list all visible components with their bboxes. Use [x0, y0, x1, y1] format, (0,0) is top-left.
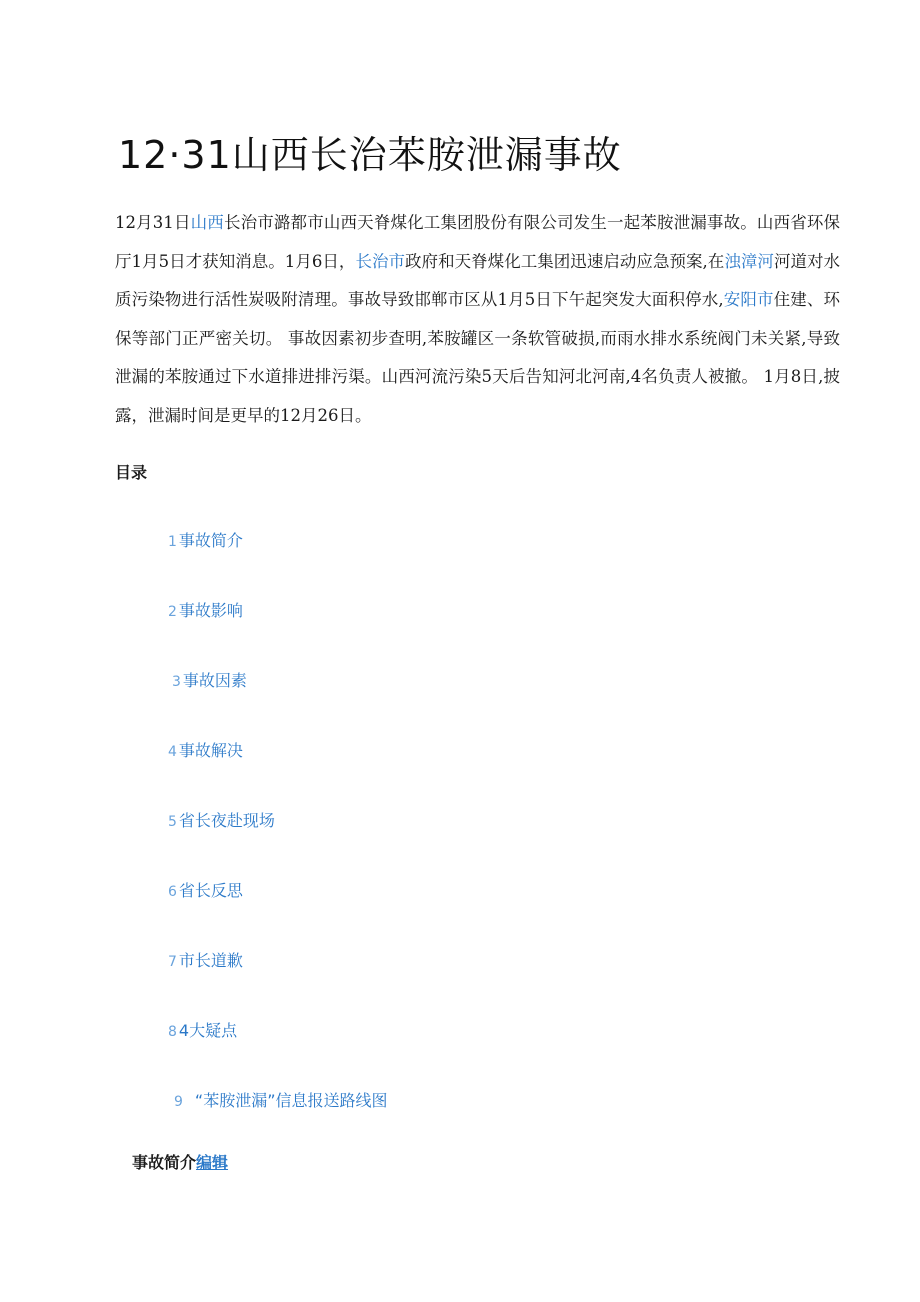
toc-item-number: 8 — [168, 1024, 177, 1040]
intro-text-4: 河道对水质污染物进行活性炭吸附清理。事故导致邯郸市区从1月5日下午起突发大面积停水, — [115, 251, 841, 310]
toc-item-9[interactable] — [174, 1088, 388, 1111]
toc-item-label: 事故因素 — [182, 671, 247, 690]
intro-text-5: 住建、环保等部门正严密关切。 事故因素初步查明,苯胺罐区一条软管破损,而雨水排水系统阀门未关紧,导致泄漏的苯胺通过下水道排进排污渠。山西河流污染5天后告知河北河南,4名负责人被撤。 1月8日,披露，泄漏时间是更早的12月26日。 — [115, 290, 841, 425]
intro-text-2: 长治市潞都市山西天脊煤化工集团股份有限公司发生一起苯胺泄漏事故。山西省环保厅1月5日才获知消息。1月6日， — [115, 213, 841, 271]
link-zhuozhang-river[interactable]: 浊漳河 — [724, 251, 774, 271]
link-shanxi[interactable]: 山西 — [190, 213, 224, 232]
toc-item-3[interactable] — [172, 668, 247, 691]
toc-item-number: 6 — [168, 884, 177, 900]
toc-item-number: 9 — [174, 1094, 183, 1110]
toc-item-number: 5 — [168, 814, 177, 830]
page-title: 12·31山西长治苯胺泄漏事故 — [118, 133, 622, 177]
intro-paragraph — [115, 204, 840, 436]
link-changzhi[interactable]: 长治市 — [355, 251, 406, 271]
section-heading — [132, 1150, 228, 1173]
section-title: 事故简介 — [132, 1153, 197, 1172]
toc-item-4[interactable] — [168, 738, 243, 761]
toc-item-number: 7 — [168, 954, 177, 970]
toc-item-5[interactable] — [168, 808, 275, 831]
toc-item-label: 省长反思 — [178, 881, 243, 900]
toc-item-2[interactable] — [168, 598, 243, 621]
toc-item-label: “苯胺泄漏”信息报送路线图 — [194, 1091, 388, 1110]
toc-item-label: 事故影响 — [178, 601, 243, 620]
toc-item-label: 事故解决 — [178, 741, 243, 760]
toc-item-6[interactable] — [168, 878, 243, 901]
toc-item-number: 1 — [168, 534, 177, 550]
toc-item-label: 4大疑点 — [178, 1021, 238, 1040]
toc-item-label: 事故简介 — [178, 531, 243, 550]
toc-item-7[interactable] — [168, 948, 243, 971]
intro-text-1: 12月31日 — [115, 213, 191, 232]
intro-text-3: 政府和天脊煤化工集团迅速启动应急预案,在 — [405, 251, 725, 271]
toc-heading: 目录 — [115, 463, 148, 482]
toc-item-number: 4 — [168, 744, 177, 760]
toc-item-number: 2 — [168, 604, 177, 620]
toc-item-label: 省长夜赴现场 — [178, 811, 275, 830]
toc-item-label: 市长道歉 — [178, 951, 243, 970]
edit-link[interactable]: 编辑 — [196, 1153, 229, 1172]
toc-item-number: 3 — [172, 674, 181, 690]
toc-item-1[interactable] — [168, 528, 243, 551]
toc-item-8[interactable] — [168, 1018, 237, 1041]
link-anyang[interactable]: 安阳市 — [723, 290, 774, 310]
